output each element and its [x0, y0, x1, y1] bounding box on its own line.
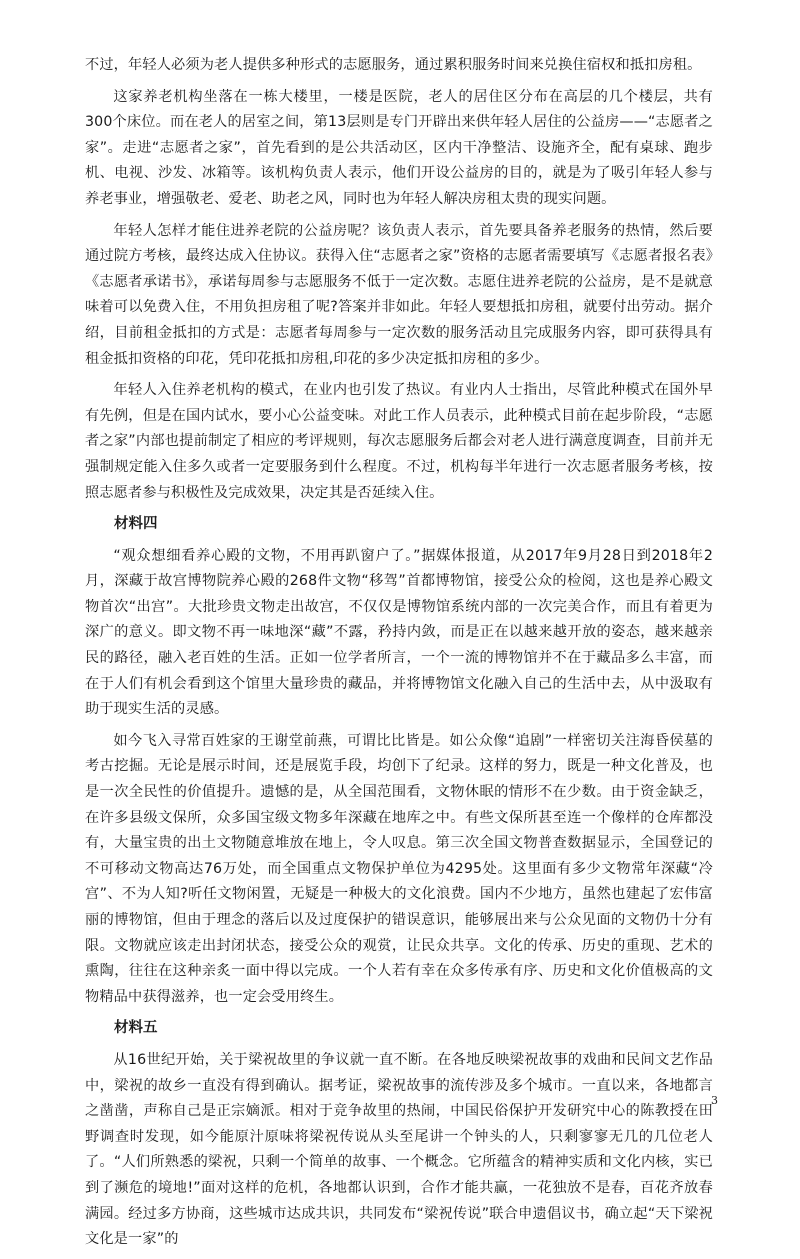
paragraph-text: 这家养老机构坐落在一栋大楼里，一楼是医院，老人的居住区分布在高层的几个楼层，共有300个床位。而在老人的居室之间，第13层则是专门开辟出来供年轻人居住的公益房——“志愿者之家”。走进“志愿者之家”，首先看到的是公共活动区，区内干净整洁、设施齐全，配有桌球、跑步机、电视、沙发、冰箱等。该机构负责人表示，他们开设公益房的目的，就是为了吸引年轻人参与养老事业，增强敬老、爱老、助老之风，同时也为年轻人解决房租太贵的现实问题。 — [85, 88, 713, 207]
paragraph — [85, 544, 713, 723]
paragraph-text: 不过，年轻人必须为老人提供多种形式的志愿服务，通过累积服务时间来兑换住宿权和抵扣房租。 — [85, 57, 702, 73]
paragraph — [85, 219, 713, 373]
paragraph-text: 年轻人入住养老机构的模式，在业内也引发了热议。有业内人士指出，尽管此种模式在国外早有先例，但是在国内试水，要小心公益变味。对此工作人员表示，此种模式目前在起步阶段，“志愿者之家”内部也提前制定了相应的考评规则，每次志愿服务后都会对老人进行满意度调查，目前并无强制规定能入住多久或者一定要服务到什么程度。不过，机构每半年进行一次志愿者服务考核，按照志愿者参与积极性及完成效果，决定其是否延续入住。 — [85, 382, 713, 501]
paragraph-text: “观众想细看养心殿的文物，不用再趴窗户了。”据媒体报道，从2017年9月28日到2018年2月，深藏于故宫博物院养心殿的268件文物“移驾”首都博物馆，接受公众的检阅，这也是养心殿文物首次“出宫”。大批珍贵文物走出故宫，不仅仅是博物馆系统内部的一次完美合作，而且有着更为深广的意义。即文物不再一味地深“藏”不露，矜持内敛，而是正在以越来越开放的姿态，越来越亲民的路径，融入老百姓的生活。正如一位学者所言，一个一流的博物馆并不在于藏品多么丰富，而在于人们有机会看到这个馆里大量珍贵的藏品，并将博物馆文化融入自己的生活中去，从中汲取有助于现实生活的灵感。 — [85, 547, 713, 718]
paragraph — [85, 53, 713, 79]
paragraph-text: 年轻人怎样才能住进养老院的公益房呢？该负责人表示，首先要具备养老服务的热情，然后要通过院方考核，最终达成入住协议。获得入住“志愿者之家”资格的志愿者需要填写《志愿者报名表》《志愿者承诺书》，承诺每周参与志愿服务不低于一定次数。志愿住进养老院的公益房，是不是就意味着可以免费入住，不用负担房租了呢?答案并非如此。年轻人要想抵扣房租，就要付出劳动。据介绍，目前租金抵扣的方式是：志愿者每周参与一定次数的服务活动且完成服务内容，即可获得具有租金抵扣资格的印花，凭印花抵扣房租,印花的多少决定抵扣房租的多少。 — [85, 222, 713, 367]
paragraph-text: 从16世纪开始，关于梁祝故里的争议就一直不断。在各地反映梁祝故事的戏曲和民间文艺作品中，梁祝的故乡一直没有得到确认。据考证，梁祝故事的流传涉及多个城市。一直以来，各地都言之凿凿，声称自己是正宗嫡派。相对于竞争故里的热闹，中国民俗保护开发研究中心的陈教授在田野调查时发现，如今能原汁原味将梁祝传说从头至尾讲一个钟头的人，只剩寥寥无几的几位老人了。“人们所熟悉的梁祝，只剩一个简单的故事、一个概念。它所蕴含的精神实质和文化内核，实已到了濒危的境地!”面对这样的危机，各地都认识到，合作才能共赢，一花独放不是春，百花齐放春满园。经过多方协商，这些城市达成共识，共同发布“梁祝传说”联合申遗倡议书，确立起“天下梁祝文化是一家”的 — [85, 1051, 713, 1248]
section-heading-material-4: 材料四 — [114, 516, 158, 533]
paragraph-text: 如今飞入寻常百姓家的王谢堂前燕，可谓比比皆是。如公众像“追剧”一样密切关注海昏侯墓的考古挖掘。无论是展示时间，还是展览手段，均创下了纪录。这样的努力，既是一种文化普及，也是一次全民性的价值提升。遗憾的是，从全国范围看，文物休眠的情形不在少数。由于资金缺乏，在许多县级文保所，众多国宝级文物多年深藏在地库之中。有些文保所甚至连一个像样的仓库都没有，大量宝贵的出土文物随意堆放在地上，令人叹息。第三次全国文物普查数据显示，全国登记的不可移动文物高达76万处，而全国重点文物保护单位为4295处。这里面有多少文物常年深藏“冷宫”、不为人知?听任文物闲置，无疑是一种极大的文化浪费。国内不少地方，虽然也建起了宏伟富丽的博物馆，但由于理念的落后以及过度保护的错误意识，能够展出来与公众见面的文物仍十分有限。文物就应该走出封闭状态，接受公众的观赏，让民众共享。文化的传承、历史的重现、艺术的熏陶，往往在这种亲炙一面中得以完成。一个人若有幸在众多传承有序、历史和文化价值极高的文物精品中获得滋养，也一定会受用终生。 — [85, 732, 713, 1005]
section-heading-material-5: 材料五 — [114, 1020, 158, 1037]
paragraph — [85, 1048, 713, 1253]
page-number: 3 — [711, 1094, 718, 1107]
paragraph — [85, 85, 713, 213]
paragraph — [85, 729, 713, 1011]
document-body — [85, 53, 713, 1259]
paragraph — [85, 378, 713, 506]
